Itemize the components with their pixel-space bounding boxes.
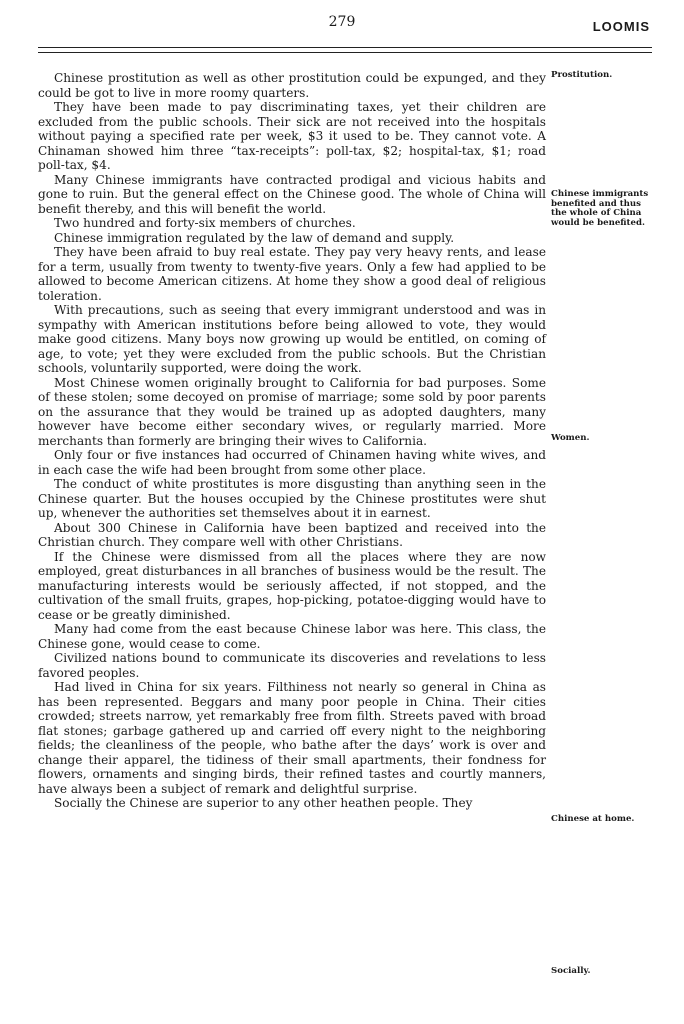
margin-note-immigrants-benefited: Chinese immigrants benefited and thus the whole of China would be benefited.	[551, 189, 649, 228]
running-head: LOOMIS	[592, 19, 650, 34]
paragraph: Socially the Chinese are superior to any other heathen people. They	[54, 796, 473, 810]
paragraph: They have been made to pay discriminating taxes, yet their children are excluded from the public schools. Their sick are not received into the hospitals without paying a specified rate per week, $3 it used to be. They cannot vote. A Chinaman showed him three “tax-receipts”: poll-tax, $2; hospital-tax, $1; road poll-tax, $4.	[38, 100, 546, 172]
paragraph: If the Chinese were dismissed from all the places where they are now employed, great disturbances in all branches of business would be the result. The manufacturing interests would be seriously affected, if not stopped, and the cultivation of the small fruits, grapes, hop-picking, potatoe-digging would have to cease or be greatly diminished.	[38, 549, 546, 622]
paragraph: The conduct of white prostitutes is more disgusting than anything seen in the Chinese quarter. But the houses occupied by the Chinese prostitutes were shut up, whenever the authorities set themselves about it in earnest.	[38, 477, 546, 520]
paragraph: Chinese prostitution as well as other prostitution could be expunged, and they could be got to live in more roomy quarters.	[38, 71, 546, 100]
paragraph: Had lived in China for six years. Filthiness not nearly so general in China as has been represented. Beggars and many poor people in China. Their cities crowded; streets narrow, yet remarkably free from filth. Streets paved with broad flat stones; garbage gathered up and carried off every night to the neighboring fields; the cleanliness of the people, who bathe after the days’ work is over and change their apparel, the tidiness of their small apartments, their fondness for flowers, ornaments and singing birds, their refined tastes and courtly manners, have always been a subject of remark and delightful surprise.	[38, 680, 546, 796]
paragraph: Chinese immigration regulated by the law of demand and supply.	[54, 230, 455, 245]
paragraph: With precautions, such as seeing that every immigrant understood and was in sympathy with American institutions before being allowed to vote, they would make good citizens. Many boys now growing up would be entitled, on coming of age, to vote; yet they were excluded from the public schools. But the Christian schools, voluntarily supported, were doing the work.	[38, 303, 546, 375]
paragraph: Civilized nations bound to communicate its discoveries and revelations to less favored peoples.	[38, 651, 546, 680]
paragraph: They have been afraid to buy real estate. They pay very heavy rents, and lease for a term, usually from twenty to twenty-five years. Only a few had applied to be allowed to become American citizens. At home they show a good deal of religious toleration.	[38, 245, 546, 303]
margin-note-women: Women.	[551, 433, 590, 443]
paragraph: About 300 Chinese in California have been baptized and received into the Christian church. They compare well with other Christians.	[38, 520, 546, 549]
paragraph: Many had come from the east because Chinese labor was here. This class, the Chinese gone, would cease to come.	[38, 622, 546, 651]
header-rule-top	[38, 47, 652, 48]
paragraph: Two hundred and forty-six members of churches.	[54, 216, 356, 230]
page-number: 279	[328, 14, 356, 30]
paragraph: Many Chinese immigrants have contracted prodigal and vicious habits and gone to ruin. But the general effect on the Chinese good. The whole of China will benefit thereby, and this will benefit the world.	[38, 172, 546, 216]
paragraph: Most Chinese women originally brought to California for bad purposes. Some of these stolen; some decoyed on promise of marriage; some sold by poor parents on the assurance that they would be trained up as adopted daughters, many however have become either secondary wives, or regularly married. More merchants than formerly are bringing their wives to California.	[38, 375, 546, 448]
margin-note-chinese-at-home: Chinese at home.	[551, 814, 635, 824]
margin-note-socially: Socially.	[551, 966, 591, 976]
margin-note-prostitution: Prostitution.	[551, 70, 613, 80]
header-rule-bottom	[38, 52, 652, 53]
paragraph: Only four or five instances had occurred of Chinamen having white wives, and in each case the wife had been brought from some other place.	[38, 448, 546, 477]
body-text	[38, 71, 546, 811]
